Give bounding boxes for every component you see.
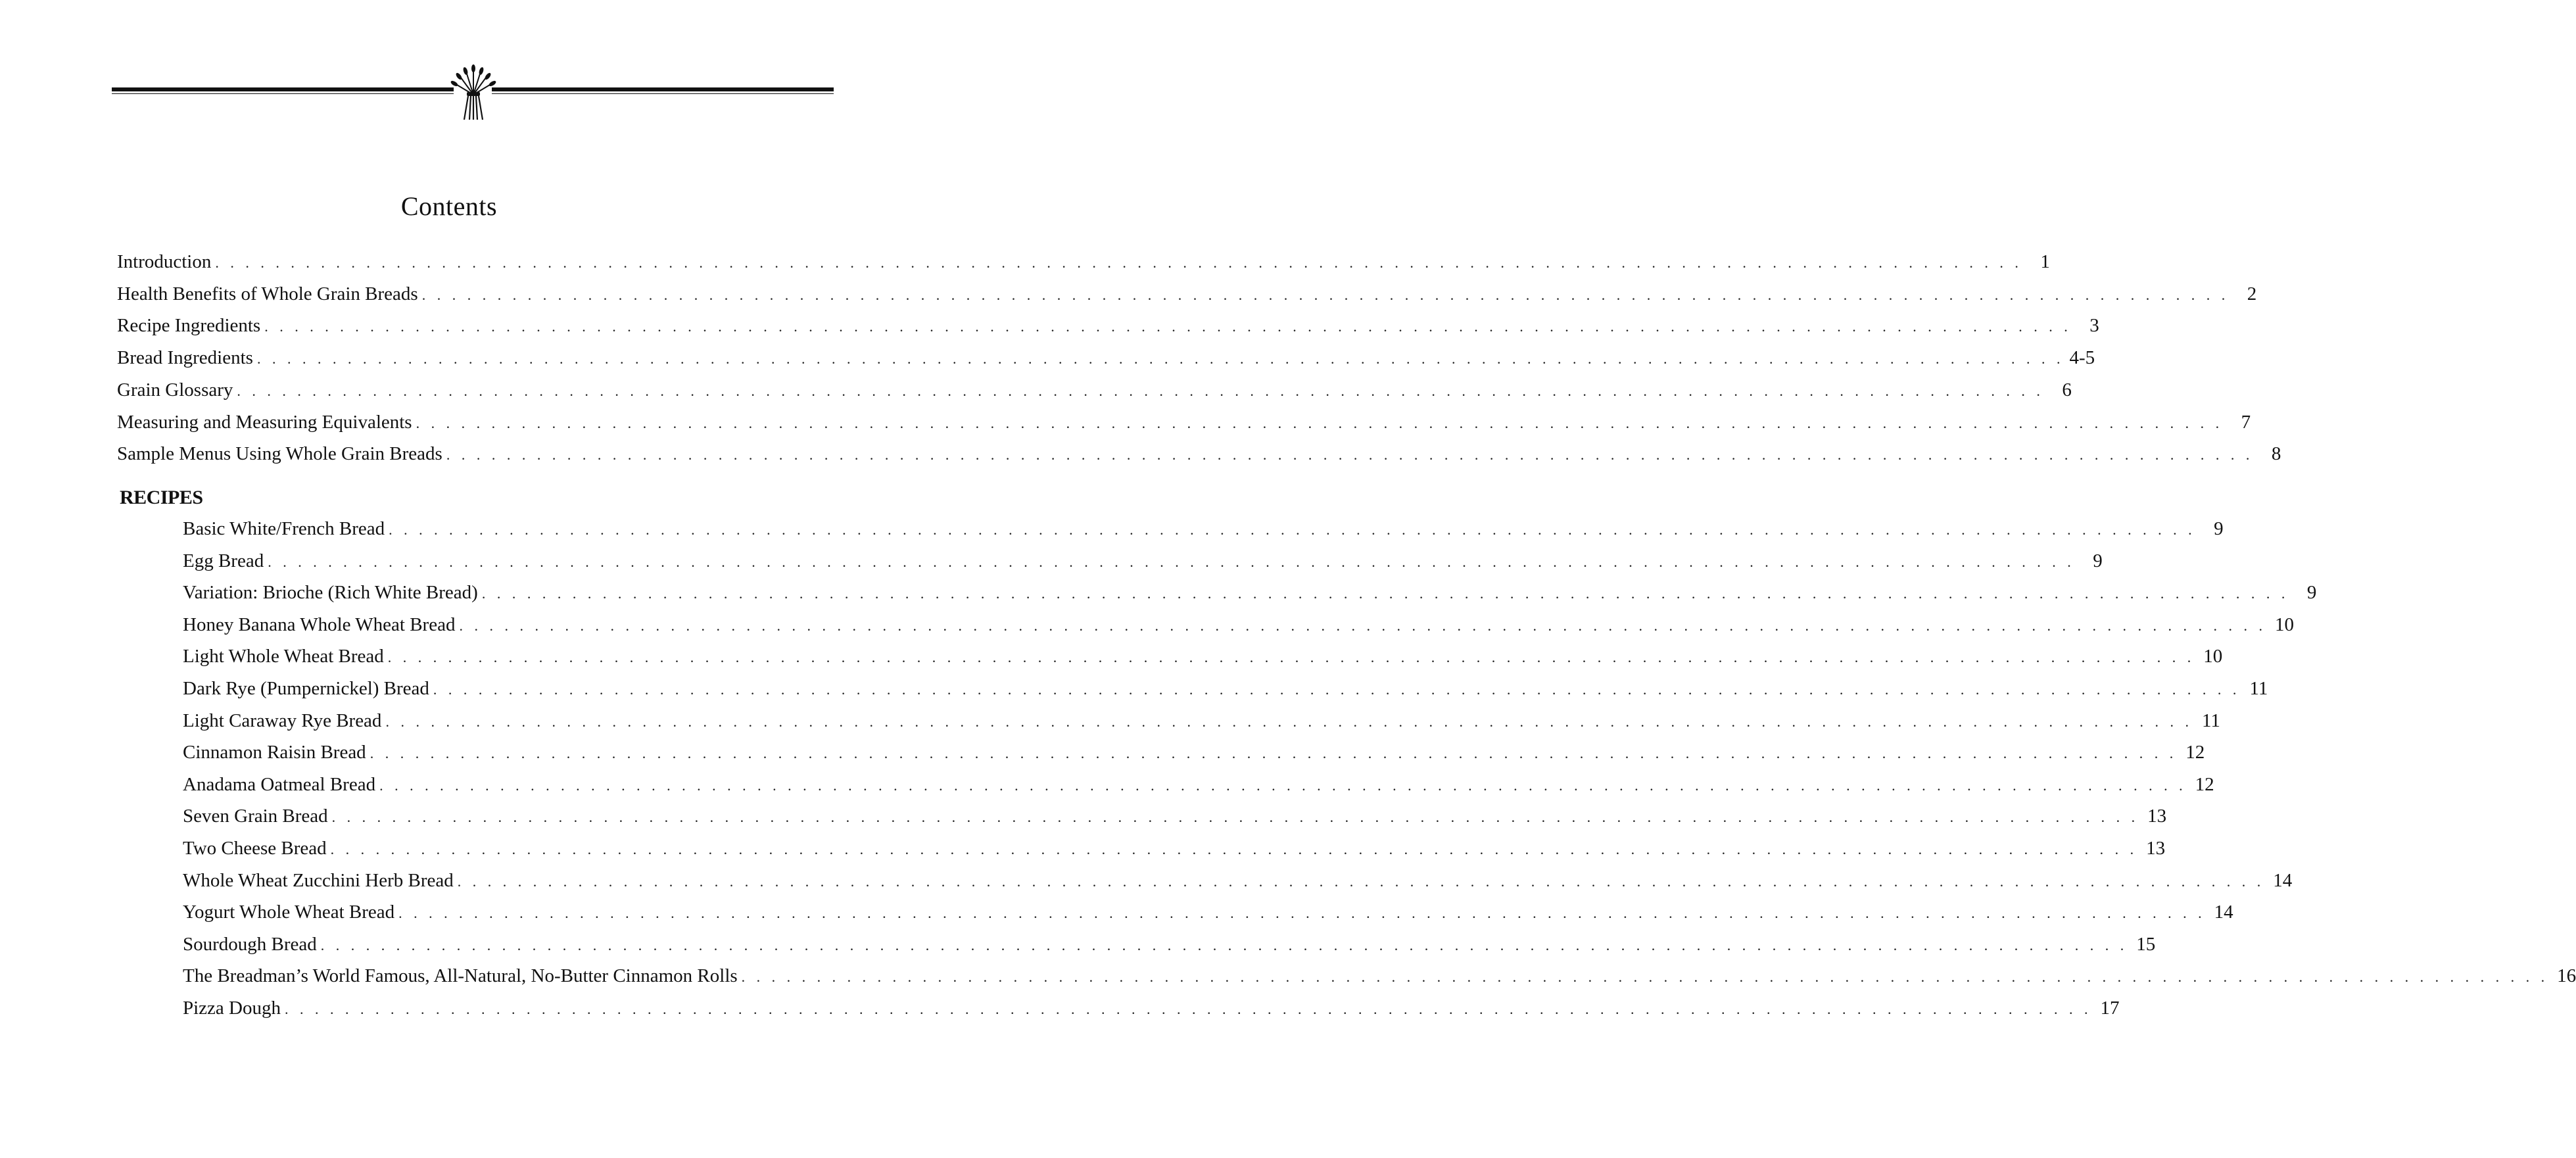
page-number: 14: [2273, 869, 2293, 891]
section-entry: [117, 441, 2281, 467]
dot-leader: . . . . . . . . . . . . . . . . . . . . . . . . . . . . . . . . . . . . . . . . . . . . . . . . . . . . . . . . . . . . . . . . . . . . . . . . . . . . . . . . . . . . . . . . . . . . . . . . . . . . . . . . . . . . . . . . . . . . . . . .: [379, 777, 2187, 794]
page-number: 9: [2093, 550, 2103, 571]
entry-title: Pizza Dough: [183, 998, 281, 1019]
entry-title: Whole Wheat Zucchini Herb Bread: [183, 869, 454, 891]
recipe-entry: [183, 835, 2166, 861]
recipe-entry: [183, 867, 2293, 894]
entry-title: Two Cheese Bread: [183, 838, 327, 859]
page-number: 12: [2185, 742, 2205, 763]
recipe-entry: [183, 931, 2156, 957]
page-number: 9: [2214, 518, 2224, 539]
recipe-entry: [183, 803, 2167, 829]
entry-title: Light Caraway Rye Bread: [183, 710, 382, 731]
header-rule-left: [112, 87, 454, 91]
dot-leader: . . . . . . . . . . . . . . . . . . . . . . . . . . . . . . . . . . . . . . . . . . . . . . . . . . . . . . . . . . . . . . . . . . . . . . . . . . . . . . . . . . . . . . . . . . . . . . . . . . . . . . . . . . . . . . . . . . . . . . . .: [421, 286, 2230, 303]
page-title: Contents: [400, 191, 498, 221]
page-number: 4-5: [2069, 347, 2095, 369]
recipe-entry: [183, 963, 2576, 989]
page-number: 11: [2249, 678, 2268, 699]
recipe-entry: [183, 739, 2205, 765]
recipes-heading: RECIPES: [120, 487, 203, 508]
entry-title: Honey Banana Whole Wheat Bread: [183, 614, 456, 635]
dot-leader: . . . . . . . . . . . . . . . . . . . . . . . . . . . . . . . . . . . . . . . . . . . . . . . . . . . . . . . . . . . . . . . . . . . . . . . . . . . . . . . . . . . . . . . . . . . . . . . . . . . . . . . . . . . . . . . . . . . . . . . .: [433, 681, 2241, 698]
entry-title: Basic White/French Bread: [183, 518, 385, 539]
entry-title: Bread Ingredients: [117, 347, 253, 369]
page-number: 9: [2306, 582, 2317, 604]
page-number: 1: [2040, 251, 2050, 272]
entry-title: Health Benefits of Whole Grain Breads: [117, 283, 418, 304]
dot-leader: . . . . . . . . . . . . . . . . . . . . . . . . . . . . . . . . . . . . . . . . . . . . . . . . . . . . . . . . . . . . . . . . . . . . . . . . . . . . . . . . . . . . . . . . . . . . . . . . . . . . . . . . . . . . . . . . . . . . . . . .: [264, 318, 2072, 335]
dot-leader: . . . . . . . . . . . . . . . . . . . . . . . . . . . . . . . . . . . . . . . . . . . . . . . . . . . . . . . . . . . . . . . . . . . . . . . . . . . . . . . . . . . . . . . . . . . . . . . . . . . . . . . . . . . . . . . . . . . . . . . .: [389, 521, 2196, 538]
page-number: 7: [2241, 411, 2251, 433]
wheat-sheaf-icon: [447, 63, 500, 122]
dot-leader: . . . . . . . . . . . . . . . . . . . . . . . . . . . . . . . . . . . . . . . . . . . . . . . . . . . . . . . . . . . . . . . . . . . . . . . . . . . . . . . . . . . . . . . . . . . . . . . . . . . . . . . . . . . . . . . . . . . . . . . .: [459, 617, 2266, 634]
entry-title: Seven Grain Bread: [183, 806, 328, 827]
dot-leader: . . . . . . . . . . . . . . . . . . . . . . . . . . . . . . . . . . . . . . . . . . . . . . . . . . . . . . . . . . . . . . . . . . . . . . . . . . . . . . . . . . . . . . . . . . . . . . . . . . . . . . . . . . . . . . . . . . . . . . . .: [285, 1001, 2092, 1017]
dot-leader: . . . . . . . . . . . . . . . . . . . . . . . . . . . . . . . . . . . . . . . . . . . . . . . . . . . . . . . . . . . . . . . . . . . . . . . . . . . . . . . . . . . . . . . . . . . . . . . . . . . . . . . . . . . . . . . . . . . . . . . .: [370, 745, 2178, 762]
recipe-entry: [183, 995, 2120, 1021]
page-number: 15: [2136, 933, 2156, 955]
dot-leader: . . . . . . . . . . . . . . . . . . . . . . . . . . . . . . . . . . . . . . . . . . . . . . . . . . . . . . . . . . . . . . . . . . . . . . . . . . . . . . . . . . . . . . . . . . . . . . . . . . . . . . . . . . . . . . . . . . . . . . . .: [457, 873, 2265, 890]
recipe-entry: [183, 899, 2233, 925]
dot-leader: . . . . . . . . . . . . . . . . . . . . . . . . . . . . . . . . . . . . . . . . . . . . . . . . . . . . . . . . . . . . . . . . . . . . . . . . . . . . . . . . . . . . . . . . . . . . . . . . . . . . . . . . . . . . . . . . . . . . . . . .: [331, 809, 2139, 826]
entry-title: Cinnamon Raisin Bread: [183, 742, 366, 763]
entry-title: Variation: Brioche (Rich White Bread): [183, 582, 478, 604]
entry-title: Egg Bread: [183, 550, 264, 571]
section-entry: [117, 312, 2099, 339]
recipe-entry: [183, 675, 2268, 702]
dot-leader: . . . . . . . . . . . . . . . . . . . . . . . . . . . . . . . . . . . . . . . . . . . . . . . . . . . . . . . . . . . . . . . . . . . . . . . . . . . . . . . . . . . . . . . . . . . . . . . . . . . . . . . . . . . . . . . . . . . . . . . .: [387, 649, 2195, 666]
page-number: 6: [2062, 379, 2072, 400]
entry-title: Grain Glossary: [117, 379, 233, 400]
page-number: 10: [2203, 646, 2223, 667]
dot-leader: . . . . . . . . . . . . . . . . . . . . . . . . . . . . . . . . . . . . . . . . . . . . . . . . . . . . . . . . . . . . . . . . . . . . . . . . . . . . . . . . . . . . . . . . . . . . . . . . . . . . . . . . . . . . . . . . . . . . . . . .: [481, 585, 2289, 602]
recipe-entry: [183, 548, 2103, 574]
page-number: 8: [2271, 443, 2281, 465]
dot-leader: . . . . . . . . . . . . . . . . . . . . . . . . . . . . . . . . . . . . . . . . . . . . . . . . . . . . . . . . . . . . . . . . . . . . . . . . . . . . . . . . . . . . . . . . . . . . . . . . . . . . . . . . . . . . . . . . . . . . . . . .: [385, 713, 2193, 730]
dot-leader: . . . . . . . . . . . . . . . . . . . . . . . . . . . . . . . . . . . . . . . . . . . . . . . . . . . . . . . . . . . . . . . . . . . . . . . . . . . . . . . . . . . . . . . . . . . . . . . . . . . . . . . . . . . . . . . . . . . . . . . .: [237, 382, 2044, 399]
dot-leader: . . . . . . . . . . . . . . . . . . . . . . . . . . . . . . . . . . . . . . . . . . . . . . . . . . . . . . . . . . . . . . . . . . . . . . . . . . . . . . . . . . . . . . . . . . . . . . . . . . . . . . . . . . . . . . . . . . . . . . . .: [398, 905, 2206, 922]
page-number: 2: [2247, 283, 2257, 304]
section-entry: [117, 377, 2072, 403]
entry-title: Measuring and Measuring Equivalents: [117, 411, 412, 433]
dot-leader: . . . . . . . . . . . . . . . . . . . . . . . . . . . . . . . . . . . . . . . . . . . . . . . . . . . . . . . . . . . . . . . . . . . . . . . . . . . . . . . . . . . . . . . . . . . . . . . . . . . . . . . . . . . . . . . . . . . . . . . .: [256, 350, 2064, 368]
section-entry: [117, 409, 2251, 435]
page-number: 17: [2100, 998, 2120, 1019]
entry-title: Dark Rye (Pumpernickel) Bread: [183, 678, 429, 699]
recipe-entry: [183, 579, 2317, 606]
dot-leader: . . . . . . . . . . . . . . . . . . . . . . . . . . . . . . . . . . . . . . . . . . . . . . . . . . . . . . . . . . . . . . . . . . . . . . . . . . . . . . . . . . . . . . . . . . . . . . . . . . . . . . . . . . . . . . . . . . . . . . . .: [741, 969, 2549, 986]
recipe-entry: [183, 771, 2214, 798]
section-entry: [117, 345, 2095, 371]
page-number: 3: [2089, 315, 2099, 337]
recipe-entry: [183, 643, 2223, 669]
dot-leader: . . . . . . . . . . . . . . . . . . . . . . . . . . . . . . . . . . . . . . . . . . . . . . . . . . . . . . . . . . . . . . . . . . . . . . . . . . . . . . . . . . . . . . . . . . . . . . . . . . . . . . . . . . . . . . . . . . . . . . . .: [320, 936, 2128, 953]
entry-title: Introduction: [117, 251, 212, 272]
page-number: 12: [2195, 773, 2214, 795]
entry-title: Light Whole Wheat Bread: [183, 646, 384, 667]
page-number: 11: [2202, 710, 2220, 731]
section-entry: [117, 281, 2257, 307]
dot-leader: . . . . . . . . . . . . . . . . . . . . . . . . . . . . . . . . . . . . . . . . . . . . . . . . . . . . . . . . . . . . . . . . . . . . . . . . . . . . . . . . . . . . . . . . . . . . . . . . . . . . . . . . . . . . . . . . . . . . . . . .: [416, 414, 2224, 431]
dot-leader: . . . . . . . . . . . . . . . . . . . . . . . . . . . . . . . . . . . . . . . . . . . . . . . . . . . . . . . . . . . . . . . . . . . . . . . . . . . . . . . . . . . . . . . . . . . . . . . . . . . . . . . . . . . . . . . . . . . . . . . .: [215, 254, 2022, 271]
page-number: 16: [2557, 965, 2576, 987]
entry-title: Yogurt Whole Wheat Bread: [183, 902, 395, 923]
page-number: 13: [2147, 806, 2167, 827]
page-number: 14: [2214, 902, 2233, 923]
page-number: 13: [2146, 838, 2166, 859]
entry-title: Sample Menus Using Whole Grain Breads: [117, 443, 442, 465]
header-rule-right: [492, 87, 834, 91]
recipe-entry: [183, 612, 2294, 638]
dot-leader: . . . . . . . . . . . . . . . . . . . . . . . . . . . . . . . . . . . . . . . . . . . . . . . . . . . . . . . . . . . . . . . . . . . . . . . . . . . . . . . . . . . . . . . . . . . . . . . . . . . . . . . . . . . . . . . . . . . . . . . .: [330, 841, 2138, 857]
recipe-entry: [183, 516, 2224, 542]
entry-title: Anadama Oatmeal Bread: [183, 773, 376, 795]
entry-title: Sourdough Bread: [183, 933, 317, 955]
dot-leader: . . . . . . . . . . . . . . . . . . . . . . . . . . . . . . . . . . . . . . . . . . . . . . . . . . . . . . . . . . . . . . . . . . . . . . . . . . . . . . . . . . . . . . . . . . . . . . . . . . . . . . . . . . . . . . . . . . . . . . . .: [446, 446, 2254, 464]
entry-title: The Breadman’s World Famous, All-Natural, No-Butter Cinnamon Rolls: [183, 965, 738, 987]
recipe-entry: [183, 708, 2220, 734]
entry-title: Recipe Ingredients: [117, 315, 261, 337]
page-number: 10: [2274, 614, 2294, 635]
dot-leader: . . . . . . . . . . . . . . . . . . . . . . . . . . . . . . . . . . . . . . . . . . . . . . . . . . . . . . . . . . . . . . . . . . . . . . . . . . . . . . . . . . . . . . . . . . . . . . . . . . . . . . . . . . . . . . . . . . . . . . . .: [268, 553, 2075, 570]
section-entry: [117, 249, 2050, 275]
